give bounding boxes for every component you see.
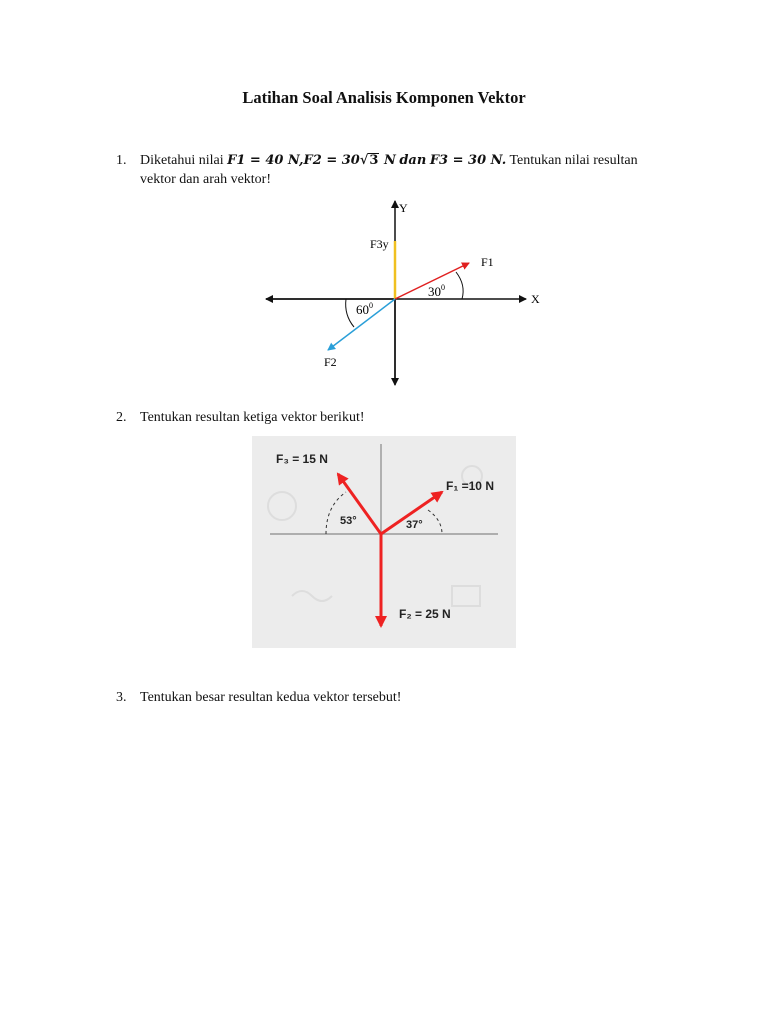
question-number: 3. bbox=[116, 690, 127, 705]
question-text bbox=[140, 151, 680, 189]
question-number: 1. bbox=[116, 153, 127, 168]
angle-arc-f2 bbox=[346, 299, 354, 327]
vector-diagram-2-svg bbox=[252, 436, 516, 648]
label-angle-f1 bbox=[428, 283, 445, 299]
background-doodle bbox=[292, 591, 332, 601]
vector-diagram-1-svg bbox=[258, 195, 548, 387]
label-angle-f2 bbox=[356, 301, 373, 317]
question-text: Tentukan besar resultan kedua vektor tersebut! bbox=[140, 690, 402, 705]
label-axis-x: X bbox=[531, 292, 540, 306]
label-axis-y: Y bbox=[399, 201, 408, 215]
angle-arc-f1 bbox=[456, 272, 463, 299]
background-doodle bbox=[268, 492, 296, 520]
angle-arc-f3 bbox=[326, 492, 346, 534]
question-text-line2: vektor dan arah vektor! bbox=[140, 172, 271, 187]
degree-mark: 0 bbox=[369, 301, 373, 310]
formula-f2-radicand: 3 bbox=[369, 153, 379, 168]
label-f1: F₁ =10 N bbox=[446, 479, 494, 493]
formula-f1: F1 = 40 N, bbox=[227, 153, 304, 168]
label-f2: F2 bbox=[324, 355, 337, 369]
question-text-task: Tentukan nilai resultan bbox=[509, 153, 638, 168]
label-angle-f2-value: 60 bbox=[356, 302, 369, 317]
degree-mark: 0 bbox=[441, 283, 445, 292]
label-f1: F1 bbox=[481, 255, 494, 269]
label-angle-f1-value: 30 bbox=[428, 284, 441, 299]
question-number: 2. bbox=[116, 410, 127, 425]
vector-diagram-2 bbox=[252, 436, 516, 648]
vector-diagram-1 bbox=[258, 195, 548, 387]
formula-f2: F2 = 30√3 N bbox=[303, 153, 396, 168]
label-angle-f3: 53° bbox=[340, 515, 357, 527]
formula-f2-unit: N bbox=[383, 153, 396, 168]
angle-arc-f1 bbox=[428, 510, 442, 534]
question-text: Tentukan resultan ketiga vektor berikut! bbox=[140, 410, 365, 425]
background-doodle bbox=[452, 586, 480, 606]
label-f2: F₂ = 25 N bbox=[399, 607, 451, 621]
formula-conjunction: dan bbox=[399, 153, 427, 168]
label-f3y: F3y bbox=[370, 237, 389, 251]
page-title: Latihan Soal Analisis Komponen Vektor bbox=[242, 88, 526, 107]
question-text-intro: Diketahui nilai bbox=[140, 153, 224, 168]
label-f3: F₃ = 15 N bbox=[276, 452, 328, 466]
formula-f2-value: F2 = 30 bbox=[303, 153, 360, 168]
formula-f3: F3 = 30 N. bbox=[429, 153, 507, 168]
label-angle-f1: 37° bbox=[406, 519, 423, 531]
